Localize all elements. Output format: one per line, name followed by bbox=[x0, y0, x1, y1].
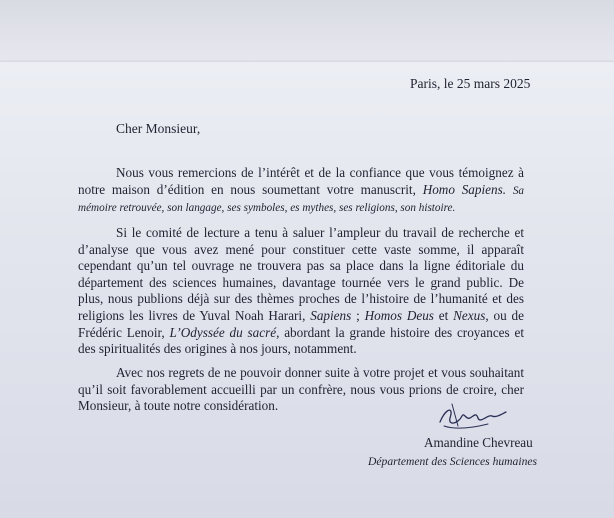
salutation: Cher Monsieur, bbox=[116, 121, 201, 136]
manuscript-subtitle: Sa mémoire retrouvée, son langage, ses symboles, es mythes, ses religions, son histoire. bbox=[78, 184, 524, 215]
paragraph-thanks-text: Nous vous remercions de l’intérêt et de la confiance que vous témoignez à notre maison d’édition en nous soumettant votre manuscrit, bbox=[78, 165, 524, 197]
paragraph-decision-text-a: Si le comité de lecture a tenu à saluer l’ampleur du travail de recherche et d’analyse que vous avez mené pour constituer cette vaste somme, il apparaît cependant qu’un tel ouvrage ne trouvera pas sa place dans la ligne éditoriale du département des sciences humaines, davantage tournée vers le grand public. De plus, nous publions déjà sur des thèmes proches de l’histoire de l’humanité et des religions les livres de Yuval Noah Harari, bbox=[78, 225, 524, 323]
paragraph-decision bbox=[78, 225, 524, 358]
separator-1: ; bbox=[351, 307, 365, 323]
handwritten-signature bbox=[432, 400, 510, 438]
signer-department: Département des Sciences humaines bbox=[368, 455, 538, 468]
paragraph-thanks bbox=[78, 165, 524, 217]
paragraph-decision-text-b: , ou de Frédéric Lenoir, bbox=[78, 307, 524, 340]
book-title-odyssee: L’Odyssée du sacré bbox=[169, 324, 277, 340]
book-title-sapiens: Sapiens bbox=[310, 307, 352, 323]
separator-2: et bbox=[433, 307, 454, 323]
paragraph-decision-text-c: , abordant la grande histoire des croyances et des spiritualités des origines à nos jours, notamment. bbox=[78, 324, 525, 357]
letter-date: Paris, le 25 mars 2025 bbox=[410, 76, 531, 91]
signer-name: Amandine Chevreau bbox=[424, 435, 533, 450]
book-title-homo-deus: Homos Deus bbox=[364, 307, 434, 323]
manuscript-title: Homo Sapiens. bbox=[422, 181, 513, 197]
paragraph-closing-text: Avec nos regrets de ne pouvoir donner suite à votre projet et vous souhaitant qu’il soit favorablement accueilli par un confrère, nous vous prions de croire, cher Monsieur, à toute notre considération. bbox=[78, 365, 524, 414]
letter-page bbox=[0, 62, 614, 518]
book-title-nexus: Nexus bbox=[453, 307, 486, 323]
